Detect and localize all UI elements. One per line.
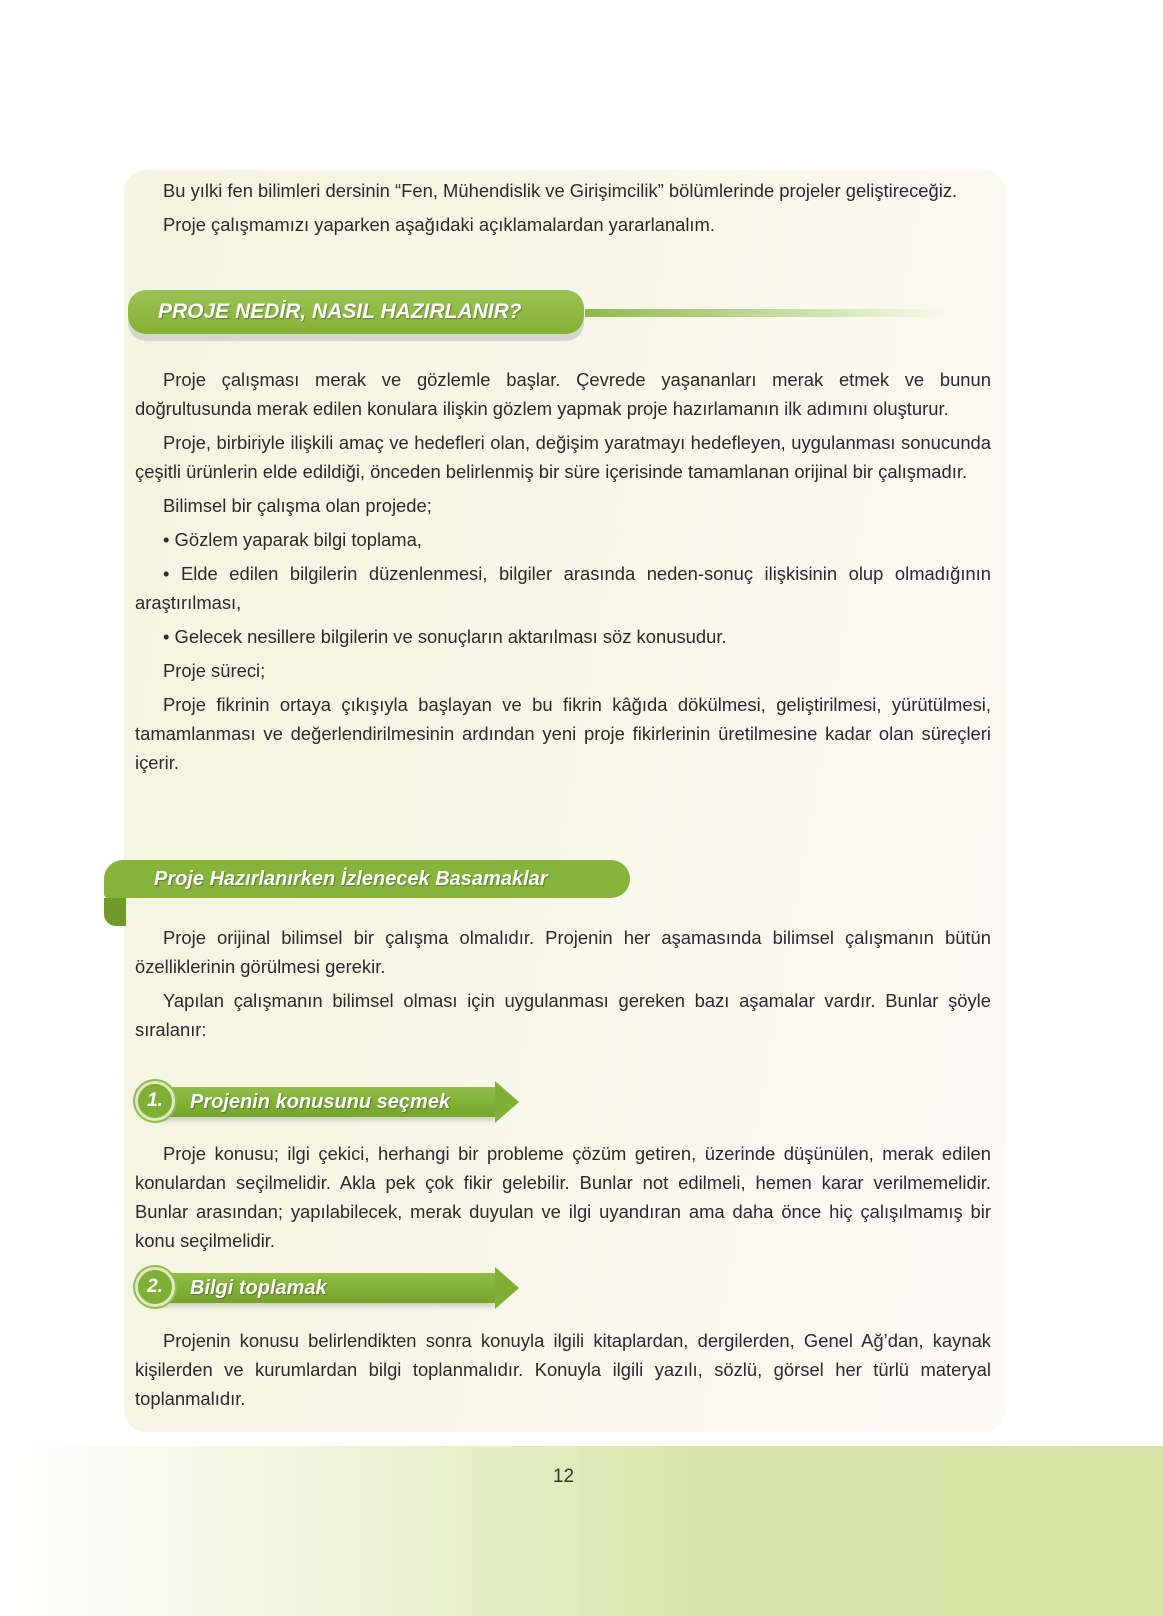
paragraph: Projenin konusu belirlendikten sonra konuyla ilgili kitaplardan, dergilerden, Genel Ağ’dan, kaynak kişilerden ve kurumlardan bilgi toplanmalıdır. Konuyla ilgili yazılı, sözlü, görsel her türlü materyal toplanmalıdır. — [135, 1330, 991, 1409]
step-2-body — [135, 1326, 991, 1418]
page-number: 12 — [552, 1466, 575, 1487]
step-title: Bilgi toplamak — [190, 1277, 327, 1299]
step-title: Projenin konusunu seçmek — [190, 1091, 451, 1113]
step-number: 1. — [135, 1081, 175, 1121]
step-number: 2. — [135, 1267, 175, 1307]
intro-paragraph: Proje çalışmamızı yaparken aşağıdaki açıklamalardan yararlanalım. — [163, 214, 715, 235]
paragraph: Bilimsel bir çalışma olan projede; — [163, 495, 432, 516]
intro-paragraph: Bu yılki fen bilimleri dersinin “Fen, Mühendislik ve Girişimcilik” bölümlerinde projeler geliştireceğiz. — [163, 180, 958, 201]
paragraph: Proje orijinal bilimsel bir çalışma olmalıdır. Projenin her aşamasında bilimsel çalışmanın bütün özelliklerinin görülmesi gerekir. — [135, 927, 991, 977]
heading-tab — [104, 898, 126, 926]
paragraph: Proje fikrinin ortaya çıkışıyla başlayan ve bu fikrin kâğıda dökülmesi, geliştirilmesi, yürütülmesi, tamamlanması ve değerlendirilmesinin ardından yeni proje fikirlerinin üretilmesine kadar olan süreçleri içerir. — [135, 694, 991, 773]
paragraph: Yapılan çalışmanın bilimsel olması için uygulanması gereken bazı aşamalar vardır. Bunlar şöyle sıralanır: — [135, 990, 991, 1040]
paragraph: Proje çalışması merak ve gözlemle başlar. Çevrede yaşananları merak etmek ve bunun doğrultusunda merak edilen konulara ilişkin gözlem yapmak proje hazırlamanın ilk adımını oluşturur. — [135, 369, 991, 419]
paragraph: Proje konusu; ilgi çekici, herhangi bir probleme çözüm getiren, üzerinde düşünülen, merak edilen konulardan seçilmelidir. Akla pek çok fikir gelebilir. Bunlar not edilmeli, hemen karar verilmemelidir. Bunlar arasından; yapılabilecek, merak duyulan ve ilgi uyandıran ama daha önce hiç çalışılmamış bir konu seçilmelidir. — [135, 1143, 991, 1251]
intro — [135, 176, 991, 244]
step-banner-2 — [135, 1267, 520, 1309]
paragraph: Proje süreci; — [163, 660, 266, 681]
bullet-item: • Gözlem yaparak bilgi toplama, — [163, 529, 422, 550]
section2-body — [135, 923, 991, 1049]
section1-body — [135, 365, 991, 782]
section-heading: PROJE NEDİR, NASIL HAZIRLANIR? — [128, 290, 584, 334]
step-1-body — [135, 1139, 991, 1260]
heading-rule — [585, 309, 950, 317]
paragraph: Proje, birbiriyle ilişkili amaç ve hedefleri olan, değişim yaratmayı hedefleyen, uygulanması sonucunda çeşitli ürünlerin elde edildiği, önceden belirlenmiş bir süre içerisinde tamamlanan orijinal bir çalışmadır. — [135, 432, 991, 482]
step-banner-1 — [135, 1081, 520, 1123]
bullet-item: • Elde edilen bilgilerin düzenlenmesi, bilgiler arasında neden-sonuç ilişkisinin olup olmadığının araştırılması, — [135, 563, 991, 613]
bullet-item: • Gelecek nesillere bilgilerin ve sonuçların aktarılması söz konusudur. — [163, 626, 727, 647]
subsection-heading: Proje Hazırlanırken İzlenecek Basamaklar — [104, 860, 630, 898]
arrow-icon — [495, 1267, 519, 1309]
arrow-icon — [495, 1081, 519, 1123]
